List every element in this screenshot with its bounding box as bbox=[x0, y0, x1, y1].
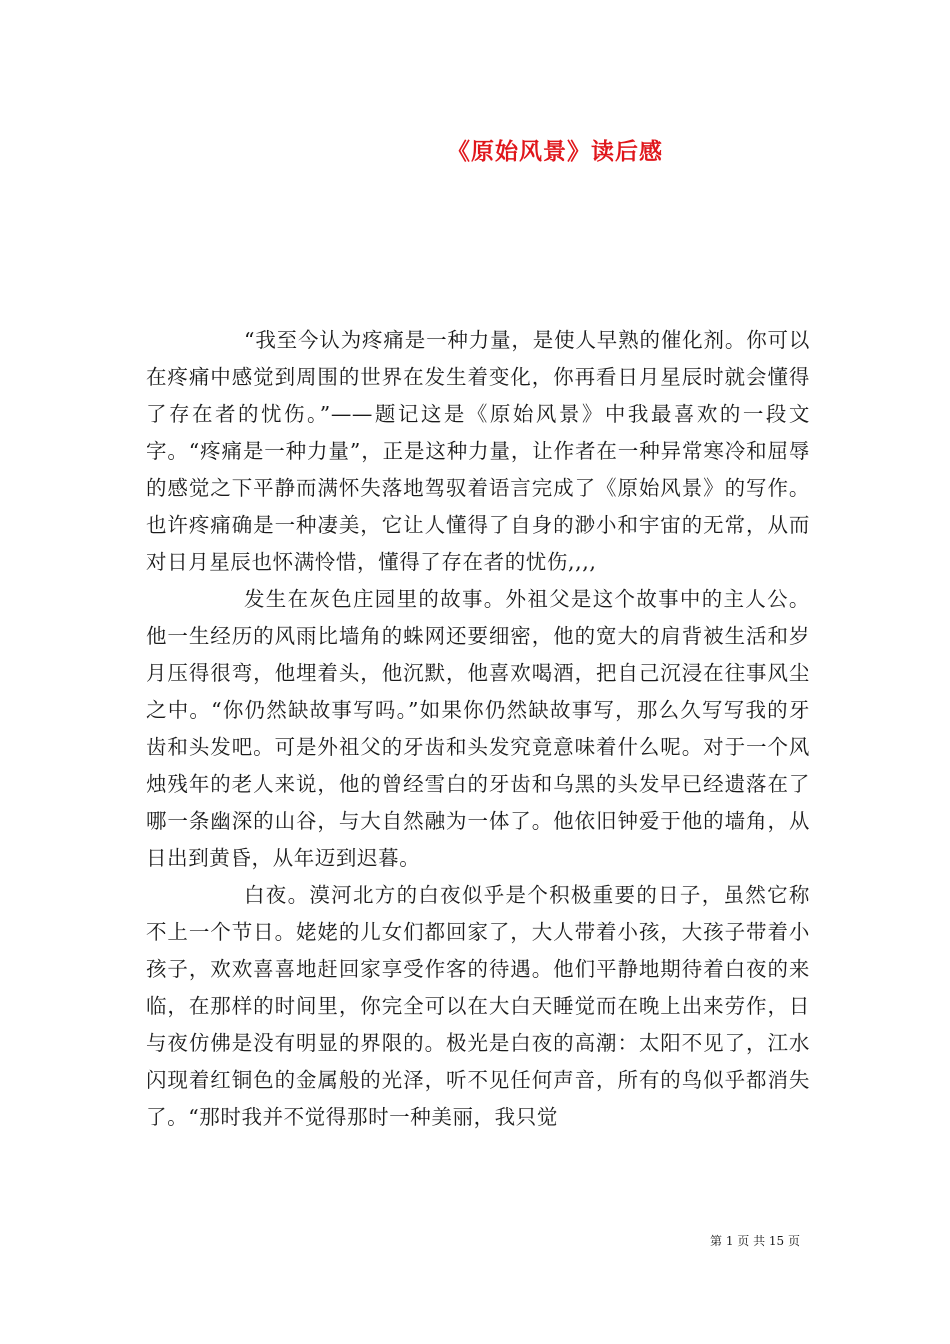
paragraph-1: “我至今认为疼痛是一种力量，是使人早熟的催化剂。你可以在疼痛中感觉到周围的世界在发生着变化，你再看日月星辰时就会懂得了存在者的忧伤。”——题记这是《原始风景》中我最喜欢的一段文字。“疼痛是一种力量”，正是这种力量，让作者在一种异常寒冷和屈辱的感觉之下平静而满怀失落地驾驭着语言完成了《原始风景》的写作。也许疼痛确是一种凄美，它让人懂得了自身的渺小和宇宙的无常，从而对日月星辰也怀满怜惜，懂得了存在者的忧伤,,,, bbox=[146, 328, 810, 574]
page-number-footer: 第 1 页 共 15 页 bbox=[710, 1234, 800, 1248]
document-body bbox=[146, 322, 810, 1136]
paragraph-3: 白夜。漠河北方的白夜似乎是个积极重要的日子，虽然它称不上一个节日。姥姥的儿女们都回家了，大人带着小孩，大孩子带着小孩子，欢欢喜喜地赶回家享受作客的待遇。他们平静地期待着白夜的来临，在那样的时间里，你完全可以在大白天睡觉而在晚上出来劳作，日与夜仿佛是没有明显的界限的。极光是白夜的高潮：太阳不见了，江水闪现着红铜色的金属般的光泽，听不见任何声音，所有的鸟似乎都消失了。“那时我并不觉得那时一种美丽，我只觉 bbox=[146, 883, 810, 1129]
paragraph-2: 发生在灰色庄园里的故事。外祖父是这个故事中的主人公。他一生经历的风雨比墙角的蛛网还要细密，他的宽大的肩背被生活和岁月压得很弯，他埋着头，他沉默，他喜欢喝酒，把自己沉浸在往事风尘之中。“你仍然缺故事写吗。”如果你仍然缺故事写，那么久写写我的牙齿和头发吧。可是外祖父的牙齿和头发究竟意味着什么呢。对于一个风烛残年的老人来说，他的曾经雪白的牙齿和乌黑的头发早已经遗落在了哪一条幽深的山谷，与大自然融为一体了。他依旧钟爱于他的墙角，从日出到黄昏，从年迈到迟暮。 bbox=[146, 587, 810, 870]
document-title: 《原始风景》读后感 bbox=[447, 138, 663, 165]
